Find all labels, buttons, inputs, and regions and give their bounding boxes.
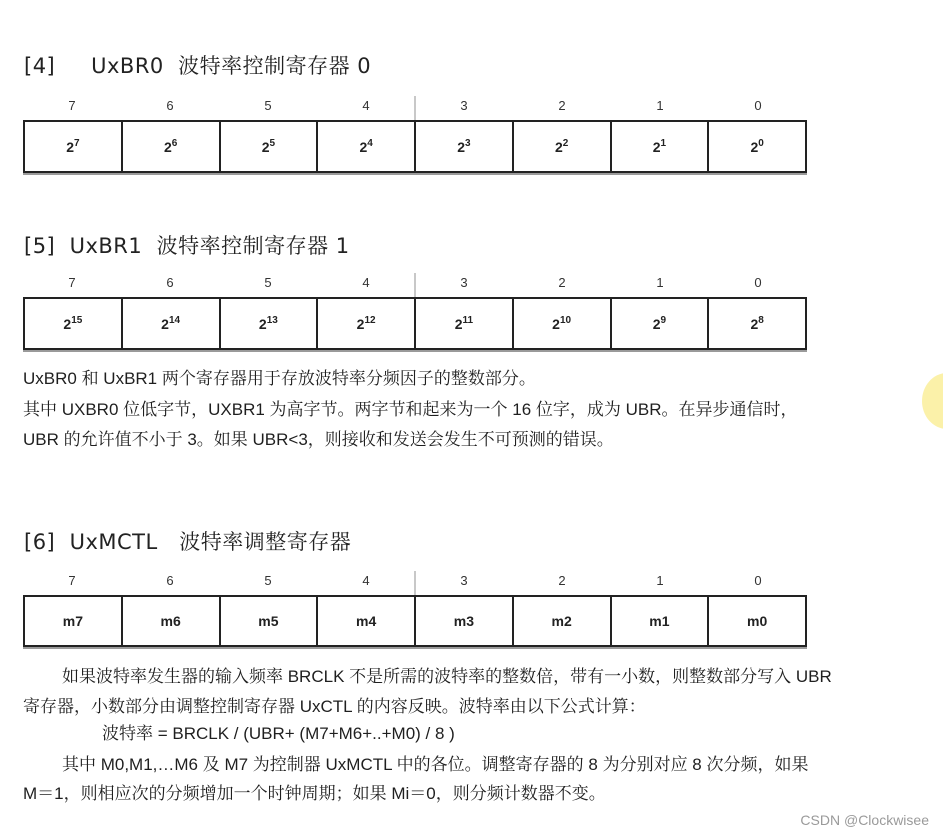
bit-cell: 2 $^{14}$ [123,299,221,348]
bit-cell: 2 $^7$ [25,122,123,171]
bit-cell: 2 $^4$ [318,122,416,171]
bit-cell: 2 $^{11}$ [416,299,514,348]
bit-cell: m6 [123,597,221,645]
bit-number: 7 [68,573,76,588]
bit-number: 0 [754,573,762,588]
bit-cell: 2 $^9$ [612,299,710,348]
paragraph-fraction: 寄存器，小数部分由调整控制寄存器 UxCTL 的内容反映。波特率由以下公式计算： [23,697,646,716]
bit-number: 5 [264,98,272,113]
baud-rate-formula: 波特率 = BRCLK / (UBR+ (M7+M6+..+M0) / 8 ) [102,724,455,743]
bit-number: 3 [460,275,468,290]
paragraph-brclk: 如果波特率发生器的输入频率 BRCLK 不是所需的波特率的整数倍，带有一小数，则整数部分写入 UBR [62,667,832,686]
bit-cell: 2 $^8$ [750,314,764,332]
bit-number: 1 [656,275,664,290]
register-uxmctl [23,571,807,647]
paragraph-ubr-min: UBR 的允许值不小于 3。如果 UBR<3，则接收和发送会发生不可预测的错误。 [23,430,614,449]
bit-number: 6 [166,98,174,113]
bit-number: 5 [264,573,272,588]
bit-cell: 2 $^5$ [221,122,319,171]
paragraph-ubr-bytes: 其中 UXBR0 位低字节，UXBR1 为高字节。两字节和起来为一个 16 位字，成为 UBR。在异步通信时， [23,400,798,419]
bit-number: 6 [166,573,174,588]
register-cells [23,120,807,173]
register-cells [23,595,807,647]
bit-number: 1 [656,573,664,588]
bit-cell: 2 $^{12}$ [318,299,416,348]
bit-number-row [23,273,807,297]
bit-cell: 2 $^2$ [514,122,612,171]
paragraph-ubr-purpose: UxBR0 和 UxBR1 两个寄存器用于存放波特率分频因子的整数部分。 [23,369,536,388]
bit-cell: m7 [25,597,123,645]
bit-number: 5 [264,275,272,290]
bit-number: 7 [68,98,76,113]
bit-cell: m0 [747,613,768,629]
bit-number: 0 [754,275,762,290]
bit-cell: m4 [318,597,416,645]
cursor-highlight [922,373,943,429]
bit-cell: 2 $^{10}$ [514,299,612,348]
bit-number: 4 [362,98,370,113]
bit-number: 4 [362,573,370,588]
paragraph-m-effect: M＝1，则相应次的分频增加一个时钟周期；如果 Mi＝0，则分频计数器不变。 [23,784,606,803]
bit-cell: 2 $^3$ [416,122,514,171]
register-uxbr1 [23,273,807,350]
bit-cell: 2 $^0$ [750,137,764,155]
bit-number: 2 [558,98,566,113]
bit-cell: m1 [612,597,710,645]
bit-number: 2 [558,275,566,290]
bit-number-row [23,571,807,595]
bit-cell: m2 [514,597,612,645]
bit-cell: m3 [416,597,514,645]
bit-number: 7 [68,275,76,290]
section-heading-uxbr0: [4] UxBR0 波特率控制寄存器 0 [24,54,372,78]
register-uxbr0 [23,96,807,173]
bit-cell: 2 $^1$ [612,122,710,171]
bit-number: 2 [558,573,566,588]
paragraph-m-bits: 其中 M0,M1,…M6 及 M7 为控制器 UxMCTL 中的各位。调整寄存器的 8 为分别对应 8 次分频，如果 [62,755,809,774]
bit-cell: 2 $^{13}$ [221,299,319,348]
section-heading-uxmctl: [6] UxMCTL 波特率调整寄存器 [24,530,352,554]
bit-number-row [23,96,807,120]
section-heading-uxbr1: [5] UxBR1 波特率控制寄存器 1 [24,234,350,258]
bit-cell: m5 [221,597,319,645]
bit-number: 1 [656,98,664,113]
bit-cell: 2 $^{15}$ [25,299,123,348]
bit-number: 0 [754,98,762,113]
bit-number: 3 [460,98,468,113]
bit-number: 6 [166,275,174,290]
bit-number: 4 [362,275,370,290]
watermark: CSDN @Clockwisee [800,812,929,828]
register-cells [23,297,807,350]
bit-cell: 2 $^6$ [123,122,221,171]
bit-number: 3 [460,573,468,588]
